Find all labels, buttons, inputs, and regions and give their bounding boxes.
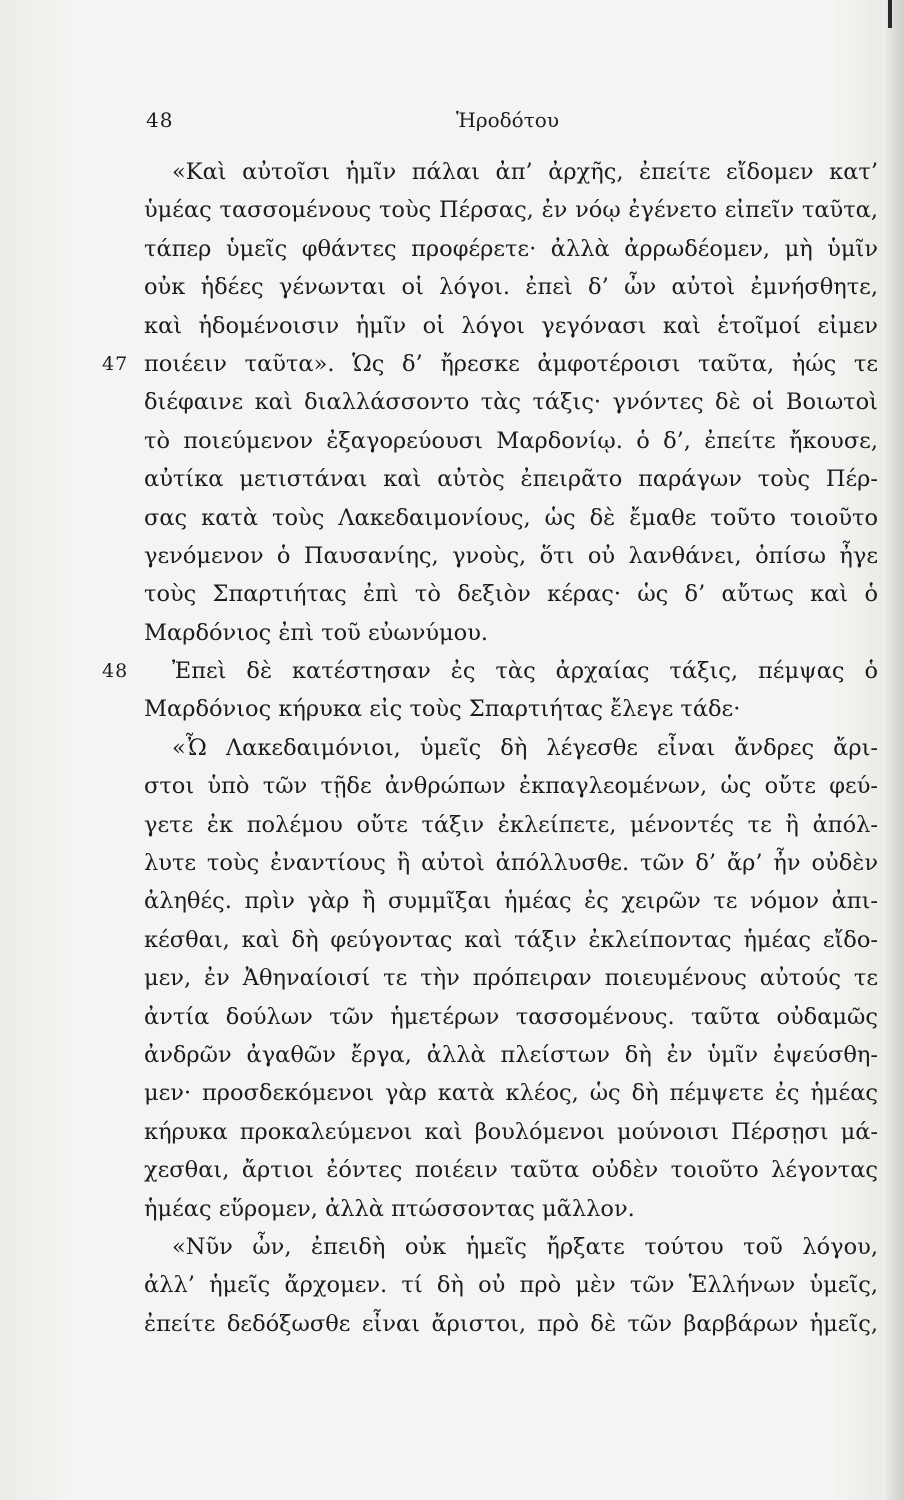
text-line: στοι ὑπὸ τῶν τῇδε ἀνθρώπων ἐκπαγλεομένων, ὡς οὔτε φεύ- (144, 773, 878, 800)
text-line-content: ποιέειν ταῦτα». Ὡς δ’ ἤρεσκε ἀμφοτέροισι ταῦτα, ἠώς τε (144, 350, 878, 377)
text-line: γενόμενον ὁ Παυσανίης, γνοὺς, ὅτι οὐ λανθάνει, ὀπίσω ἦγε (144, 542, 878, 569)
text-line: αὐτίκα μετιστάναι καὶ αὐτὸς ἐπειρᾶτο παράγων τοὺς Πέρ- (144, 466, 878, 493)
text-line: Μαρδόνιος ἐπὶ τοῦ εὐωνύμου. (144, 619, 489, 646)
section-number-47: 47 (102, 352, 129, 375)
running-title: Ἡροδότου (456, 108, 559, 132)
body-text (102, 153, 878, 1343)
page-header (0, 108, 904, 138)
text-line: ἡμέας εὕρομεν, ἀλλὰ πτώσσοντας μᾶλλον. (144, 1195, 635, 1222)
section-number-48: 48 (102, 660, 129, 683)
text-line: τοὺς Σπαρτιήτας ἐπὶ τὸ δεξιὸν κέρας· ὡς δ’ αὔτως καὶ ὁ (144, 581, 878, 608)
text-line: «Καὶ αὐτοῖσι ἡμῖν πάλαι ἀπ’ ἀρχῆς, ἐπείτε εἴδομεν κατ’ (172, 159, 878, 185)
text-line: ἐπείτε δεδόξωσθε εἶναι ἄριστοι, πρὸ δὲ τῶν βαρβάρων ἡμεῖς, (144, 1310, 878, 1337)
page-edge-shadow (882, 0, 904, 1500)
text-line: χεσθαι, ἄρτιοι ἐόντες ποιέειν ταῦτα οὐδὲν τοιοῦτο λέγοντας (144, 1157, 878, 1184)
page-edge-mark (888, 0, 892, 28)
text-line-section-48 (102, 652, 878, 690)
text-line: «Ὦ Λακεδαιμόνιοι, ὑμεῖς δὴ λέγεσθε εἶναι ἄνδρες ἄρι- (172, 734, 878, 761)
text-line-section-47 (102, 345, 878, 383)
text-line: μεν, ἐν Ἀθηναίοισί τε τὴν πρόπειραν ποιευμένους αὐτούς τε (144, 965, 878, 992)
text-line: διέφαινε καὶ διαλλάσσοντο τὰς τάξις· γνόντες δὲ οἱ Βοιωτοὶ (144, 389, 878, 416)
text-line: λυτε τοὺς ἐναντίους ἢ αὐτοὶ ἀπόλλυσθε. τῶν δ’ ἄρ’ ἦν οὐδὲν (144, 850, 878, 877)
text-line: γετε ἐκ πολέμου οὔτε τάξιν ἐκλείπετε, μένοντές τε ἢ ἀπόλ- (144, 811, 878, 838)
text-line: ὑμέας τασσομένους τοὺς Πέρσας, ἐν νόῳ ἐγένετο εἰπεῖν ταῦτα, (144, 197, 878, 224)
text-line: μεν· προσδεκόμενοι γὰρ κατὰ κλέος, ὡς δὴ πέμψετε ἐς ἡμέας (144, 1080, 878, 1107)
text-line: κέσθαι, καὶ δὴ φεύγοντας καὶ τάξιν ἐκλείποντας ἡμέας εἴδο- (144, 926, 878, 953)
text-line: καὶ ἡδομένοισιν ἡμῖν οἱ λόγοι γεγόνασι καὶ ἑτοῖμοί εἰμεν (144, 312, 878, 339)
text-line: ἀληθές. πρὶν γὰρ ἢ συμμῖξαι ἡμέας ἐς χειρῶν τε νόμον ἀπι- (144, 888, 878, 915)
text-line: Μαρδόνιος κήρυκα εἰς τοὺς Σπαρτιήτας ἔλεγε τάδε· (144, 696, 741, 723)
page-number: 48 (146, 108, 174, 132)
text-line: τὸ ποιεύμενον ἐξαγορεύουσι Μαρδονίῳ. ὁ δ’, ἐπείτε ἤκουσε, (144, 427, 878, 454)
text-line: σας κατὰ τοὺς Λακεδαιμονίους, ὡς δὲ ἔμαθε τοῦτο τοιοῦτο (144, 504, 878, 531)
text-line-content: Ἐπεὶ δὲ κατέστησαν ἐς τὰς ἀρχαίας τάξις, πέμψας ὁ (172, 658, 878, 685)
text-line: ἀνδρῶν ἀγαθῶν ἔργα, ἀλλὰ πλείστων δὴ ἐν ὑμῖν ἐψεύσθη- (144, 1041, 878, 1068)
text-line: ἀντία δούλων τῶν ἡμετέρων τασσομένους. ταῦτα οὐδαμῶς (144, 1003, 878, 1030)
text-line: ἀλλ’ ἡμεῖς ἄρχομεν. τί δὴ οὐ πρὸ μὲν τῶν Ἑλλήνων ὑμεῖς, (144, 1272, 878, 1299)
text-line: κήρυκα προκαλεύμενοι καὶ βουλόμενοι μούνοισι Πέρσῃσι μά- (144, 1118, 878, 1145)
text-line: οὐκ ἡδέες γένωνται οἱ λόγοι. ἐπεὶ δ’ ὦν αὐτοὶ ἐμνήσθητε, (144, 274, 878, 301)
text-line: τάπερ ὑμεῖς φθάντες προφέρετε· ἀλλὰ ἀρρωδέομεν, μὴ ὑμῖν (144, 235, 878, 262)
text-line: «Νῦν ὦν, ἐπειδὴ οὐκ ἡμεῖς ἤρξατε τούτου τοῦ λόγου, (172, 1233, 878, 1260)
